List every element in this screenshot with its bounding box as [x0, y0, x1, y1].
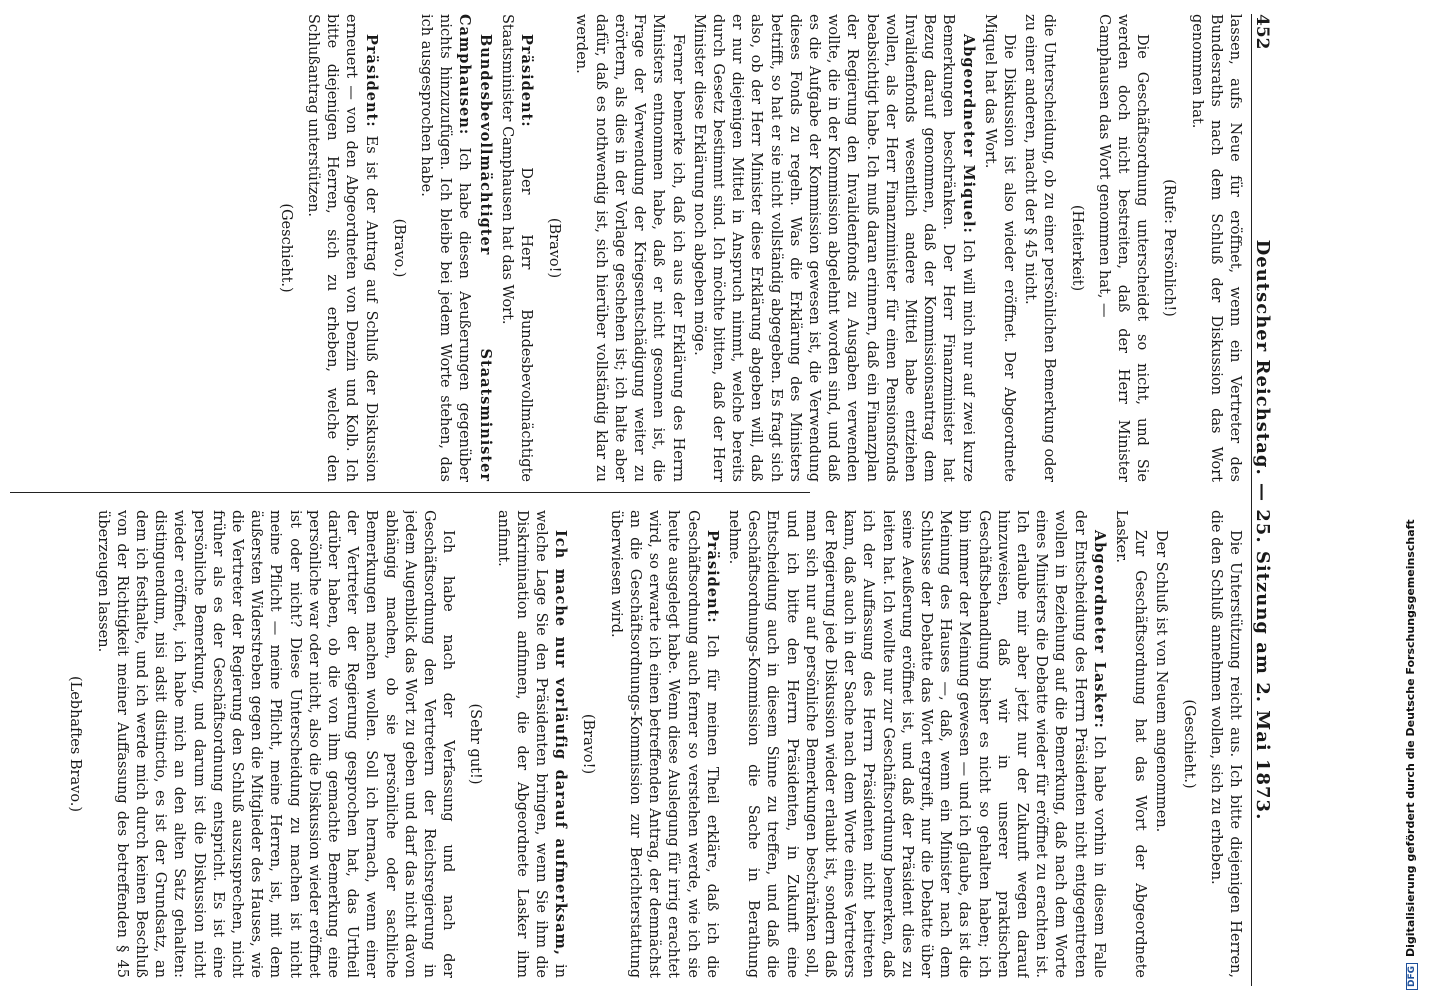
paragraph-text: die Unterscheidung, ob zu einer persönlichen Bemerkung oder zu einer anderen, macht der § 45 nicht.	[1022, 14, 1058, 482]
paragraph-text: lassen, aufs Neue für eröffnet, wenn ein Vertreter des Bundesraths nach dem Schluß der Diskussion das Wort genommen hat.	[1188, 14, 1243, 482]
paragraph-text: Der Schluß ist von Neuem angenommen.	[1153, 530, 1170, 833]
paragraph-text: Es ist der Antrag auf Schluß der Diskussion erneuert — von den Abgeordneten von Denzin und Kolb. Ich bitte diejenigen Herren, sich zu erheben, welche den Schlußantrag unterstützen.	[305, 14, 379, 482]
paragraph-text: in welche Lage Sie den Präsidenten bringen, wenn Sie ihm die Diskrimination anfinnen, die der Abgeordnete Lasker ihm anfinnt.	[494, 510, 569, 978]
paragraph-text: Ich habe vorhin in diesem Falle der Entscheidung des Herrn Präsidenten nicht entgegentreten wollen in Beziehung auf die Bemerkung, daß nach dem Worte eines Ministers die Debatte wieder für eröffnet zu erachten ist. Ich erlaube mir aber jetzt nur der Zukunft wegen darauf hinzuweisen, daß wir in unserer praktischen Geschäftsbehandlung bisher es nicht so gehalten haben; ich bin immer der Meinung gewesen — und ich glaube, das ist die Meinung des Hauses —, daß, wenn ein Minister nach dem Schlusse der Debatte das Wort ergreift, nur die Debatte über seine Aeußerung eröffnet ist, und daß der Präsident dies zu leiten hat. Ich wollte nur zur Geschäftsordnung bemerken, daß ich der Auffassung des Herrn Präsidenten nicht beitreten kann, daß auch in der Sache nach dem Worte eines Vertreters der Regierung jede Diskussion wieder erlaubt ist, sondern daß man sich nur auf persönliche Bemerkungen beschränken soll, und ich bitte den Herrn Präsidenten, in Zukunft eine Entscheidung auch in diesem Sinne zu treffen, und daß die Geschäftsordnungs-Kommission die Sache in Berathung nehme.	[725, 510, 1107, 978]
speaker-name: Abgeordneter Lasker:	[1090, 530, 1108, 729]
paragraph	[724, 510, 1109, 978]
paragraph	[571, 14, 686, 482]
paragraph-text: Ich will mich nur auf zwei kurze Bemerkungen beschränken. Der Herr Finanzminister hat Bezug darauf genommen, daß der Kommissionsantrag dem Invalidenfonds wesentlich andere Mittel habe entziehen wollen, als der Herr Finanzminister für einen Pensionsfonds beabsichtigt habe. Ich muß daran erinnern, daß ein Finanzplan der Regierung den Invalidenfonds zu Ausgaben verwenden wollte, die in der Kommission abgelehnt worden sind, und daß es die Aufgabe der Kommission gewesen ist, die Verwendung dieses Fonds zu regeln. Was die Erklärung des Ministers betrifft, so hat er sie nicht vollständig abgegeben. Es fragt sich also, ob der Herr Minister diese Erklärung abgeben will, daß er nur diejenigen Mittel in Anspruch nimmt, welche bereits durch Gesetz bestimmt sind. Ich möchte bitten, daß der Herr Minister diese Erklärung noch abgeben möge.	[690, 14, 976, 482]
paragraph	[303, 14, 381, 482]
paragraph-text: Ich habe nach der Verfassung und nach der Geschäftsordnung den Vertretern der Reichsregierung in jedem Augenblick das Wort zu geben und darf das nicht davon abhängig machen, ob sie persönliche oder sachliche Bemerkungen machen wollen. Soll ich hernach, wenn einer der Vertreter der Regierung gesprochen hat, das Urtheil darüber haben, ob die von ihm gemachte Bemerkung eine persönliche war oder nicht, also die Diskussion wieder eröffnet ist oder nicht? Diese Unterscheidung zu machen ist nicht meine Pflicht — meine Pflicht, meine Herren, ist, mit dem äußersten Widerstreben gegen die Mitglieder des Hauses, wie die Vertreter der Regierung den Schluß auszusprechen, nicht früher als es der Geschäftsordnung entspricht. Es ist eine persönliche Bemerkung, und darum ist die Diskussion nicht wieder eröffnet, ich habe mich an den alten Satz gehalten: distinguendum, nisi adsit distinctio, es ist der Grundsatz, an dem ich festhalte, und ich werde mich durch keinen Beschluß von der Richtigkeit meiner Auffassung des betreffenden § 45 überzeugen lassen.	[94, 510, 457, 978]
footer-credit	[1404, 519, 1418, 990]
right-column	[12, 510, 1244, 978]
speaker-name: Bundesbevollmächtigter Staatsminister Camphausen:	[456, 14, 494, 482]
speaker-name: Präsident:	[518, 34, 536, 128]
dfg-logo-icon: DFG	[1406, 963, 1418, 990]
paragraph	[689, 14, 978, 482]
paragraph	[497, 14, 536, 482]
column-divider	[10, 492, 810, 493]
paragraph-text: Ich habe diesen Aeußerungen gegenüber nichts hinzuzufügen. Ich bleibe bei jedem Worte stehen, das ich ausgesprochen habe.	[418, 14, 473, 482]
paragraph	[416, 14, 495, 482]
stage-direction: (Geschieht.)	[277, 203, 294, 293]
page-header	[1251, 14, 1286, 986]
paragraph-text: Die Diskussion ist also wieder eröffnet. Der Abgeordnete Miquel hat das Wort.	[981, 14, 1017, 482]
stage-direction: (Sehr gut!)	[467, 703, 484, 785]
paragraph-text: Ferner bemerke ich, daß ich aus der Erklärung des Herrn Ministers entnommen habe, daß er nicht gesonnen ist, die Frage der Verwendung der Kriegsentschädigung weiter zu erörtern, als dies in der Vorlage geschehen ist; ich halte aber dafür, daß es nothwendig ist, sich hierüber vollständig klar zu werden.	[573, 14, 686, 482]
paragraph	[606, 510, 722, 978]
paragraph	[492, 510, 570, 978]
paragraph	[980, 14, 1018, 482]
paragraph	[92, 510, 457, 978]
speaker-name: Abgeordneter Miquel:	[959, 34, 977, 234]
stage-direction: (Bravo!)	[580, 713, 597, 775]
stage-direction: (Heiterkeit)	[1068, 204, 1085, 292]
paragraph	[1206, 510, 1244, 978]
paragraph	[1186, 14, 1244, 482]
paragraph	[1151, 510, 1170, 978]
stage-direction: (Lebhaftes Bravo.)	[67, 675, 84, 813]
paragraph-text: Ich für meinen Theil erkläre, daß ich die Geschäftsordnung auch ferner so verstehen werde, wie ich sie heute ausgelegt habe. Wenn diese Auslegung für irrig erachtet wird, so erwarte ich einen betreffenden Antrag, der demnächst an die Geschäftsordnungs-Kommission zur Berichterstattung überwiesen wird.	[607, 510, 720, 978]
paragraph	[1020, 14, 1058, 482]
stage-direction: (Bravo!)	[546, 217, 563, 279]
stage-direction: (Bravo.)	[390, 218, 407, 278]
speaker-name: Präsident:	[703, 530, 721, 624]
paragraph-text: Zur Geschäftsordnung hat das Wort der Abgeordnete Lasker.	[1112, 510, 1149, 978]
stage-direction: (Geschieht.)	[1180, 699, 1197, 789]
paragraph-text: Der Herr Bundesbevollmächtigte Staatsminister Camphausen hat das Wort.	[498, 14, 535, 482]
paragraph	[1111, 510, 1149, 978]
page-number: 452	[1252, 14, 1272, 50]
speaker-name: Ich mache nur vorläufig darauf aufmerksam,	[552, 530, 570, 956]
stage-direction: (Rufe: Persönlich!)	[1161, 179, 1178, 317]
footer-credit-text: Digitalisierung gefördert durch die Deutsche Forschungsgemeinschaft	[1404, 519, 1417, 957]
paragraph	[1094, 14, 1152, 482]
paragraph-text: Die Geschäftsordnung unterscheidet so nicht, und Sie werden doch nicht bestreiten, daß der Herr Minister Camphausen das Wort genommen hat, —	[1095, 14, 1151, 482]
paragraph-text: Die Unterstützung reicht aus. Ich bitte diejenigen Herren, die den Schluß annehmen wollen, sich zu erheben.	[1207, 510, 1243, 978]
speaker-name: Präsident:	[362, 34, 380, 128]
left-column	[12, 14, 1244, 482]
running-title: Deutscher Reichstag. — 25. Sitzung am 2. Mai 1873.	[1252, 239, 1273, 821]
